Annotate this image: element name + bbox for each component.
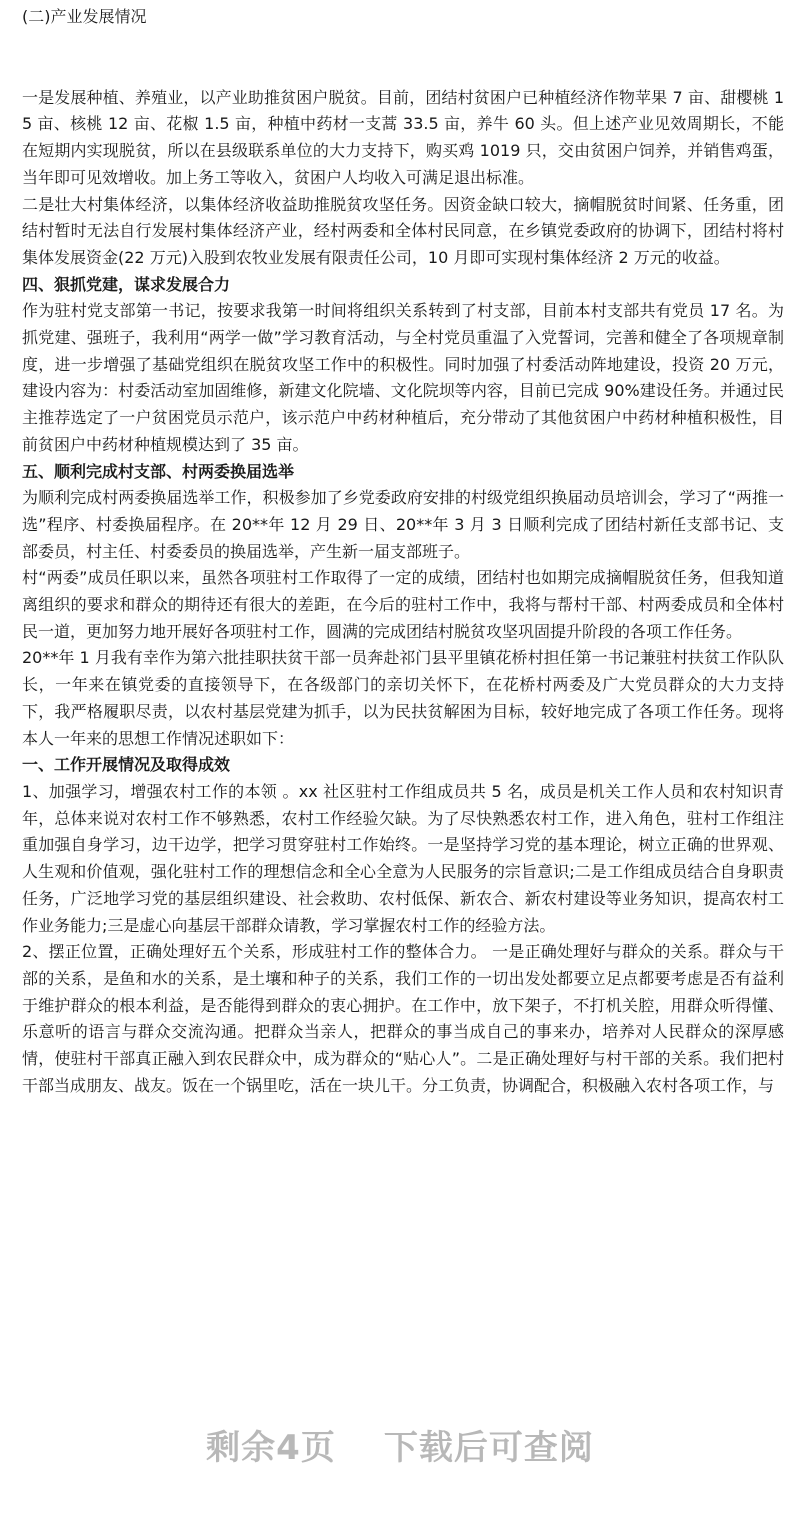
- paragraph: 村“两委”成员任职以来，虽然各项驻村工作取得了一定的成绩，团结村也如期完成摘帽脱贫任务，但我知道离组织的要求和群众的期待还有很大的差距，在今后的驻村工作中，我将与帮村干部、村两委成员和全体村民一道，更加努力地开展好各项驻村工作，圆满的完成团结村脱贫攻坚巩固提升阶段的各项工作任务。: [22, 568, 784, 641]
- download-to-read-label[interactable]: 下载后可查阅: [383, 1428, 594, 1468]
- paragraph: 1、加强学习，增强农村工作的本领 。xx 社区驻村工作组成员共 5 名，成员是机关工作人员和农村知识青年，总体来说对农村工作不够熟悉，农村工作经验欠缺。为了尽快熟悉农村工作，进入角色，驻村工作组注重加强自身学习，边干边学，把学习贯穿驻村工作始终。一是坚持学习党的基本理论，树立正确的世界观、人生观和价值观，强化驻村工作的理想信念和全心全意为人民服务的宗旨意识;二是工作组成员结合自身职责任务，广泛地学习党的基层组织建设、社会救助、农村低保、新农合、新农村建设等业务知识，提高农村工作业务能力;三是虚心向基层干部群众请教，学习掌握农村工作的经验方法。: [22, 781, 784, 935]
- paragraph: 20**年 1 月我有幸作为第六批挂职扶贫干部一员奔赴祁门县平里镇花桥村担任第一书记兼驻村扶贫工作队队长，一年来在镇党委的直接领导下，在各级部门的亲切关怀下，在花桥村两委及广大党员群众的大力支持下，我严格履职尽责，以农村基层党建为抓手，以为民扶贫解困为目标，较好地完成了各项工作任务。现将本人一年来的思想工作情况述职如下：: [22, 648, 784, 748]
- section-heading: 五、顺利完成村支部、村两委换届选举: [22, 461, 295, 481]
- paragraph: 2、摆正位置，正确处理好五个关系，形成驻村工作的整体合力。 一是正确处理好与群众的关系。群众与干部的关系，是鱼和水的关系，是土壤和种子的关系，我们工作的一切出发处都要立足点都要考虑是否有益利于维护群众的根本利益，是否能得到群众的衷心拥护。在工作中，放下架子，不打机关腔，用群众听得懂、乐意听的语言与群众交流沟通。把群众当亲人，把群众的事当成自己的事来办，培养对人民群众的深厚感情，使驻村干部真正融入到农民群众中，成为群众的“贴心人”。二是正确处理好与村干部的关系。我们把村干部当成朋友、战友。饭在一个锅里吃，活在一块儿干。分工负责，协调配合，积极融入农村各项工作，与: [22, 942, 784, 1095]
- download-prompt[interactable]: [0, 1420, 800, 1469]
- remaining-pages-label[interactable]: 剩余4页: [206, 1428, 336, 1468]
- paragraph: 作为驻村党支部第一书记，按要求我第一时间将组织关系转到了村支部，目前本村支部共有党员 17 名。为抓党建、强班子，我利用“两学一做”学习教育活动，与全村党员重温了入党誓词，完善和健全了各项规章制度，进一步增强了基础党组织在脱贫攻坚工作中的积极性。同时加强了村委活动阵地建设，投资 20 万元，建设内容为：村委活动室加固维修，新建文化院墙、文化院坝等内容，目前已完成 90%建设任务。并通过民主推荐选定了一户贫困党员示范户，该示范户中药材种植后，充分带动了其他贫困户中药材种植积极性，目前贫困户中药材种植规模达到了 35 亩。: [22, 301, 784, 454]
- paragraph: 一是发展种植、养殖业，以产业助推贫困户脱贫。目前，团结村贫困户已种植经济作物苹果 7 亩、甜樱桃 15 亩、核桃 12 亩、花椒 1.5 亩，种植中药材一支蒿 33.5 亩，养牛 60 头。但上述产业见效周期长，不能在短期内实现脱贫，所以在县级联系单位的大力支持下，购买鸡 1019 只，交由贫困户饲养，并销售鸡蛋，当年即可见效增收。加上务工等收入，贫困户人均收入可满足退出标准。: [22, 87, 784, 187]
- paragraph-list: [22, 85, 784, 1100]
- document-body: [22, 0, 784, 1099]
- blank-space: [22, 31, 784, 85]
- paragraph: 二是壮大村集体经济，以集体经济收益助推脱贫攻坚任务。因资金缺口较大，摘帽脱贫时间紧、任务重，团结村暂时无法自行发展村集体经济产业，经村两委和全体村民同意，在乡镇党委政府的协调下，团结村将村集体发展资金(22 万元)入股到农牧业发展有限责任公司，10 月即可实现村集体经济 2 万元的收益。: [22, 194, 784, 267]
- paragraph: 为顺利完成村两委换届选举工作，积极参加了乡党委政府安排的村级党组织换届动员培训会，学习了“两推一选”程序、村委换届程序。在 20**年 12 月 29 日、20**年 3 月 3 日顺利完成了团结村新任支部书记、支部委员，村主任、村委委员的换届选举，产生新一届支部班子。: [22, 488, 784, 561]
- section-label: (二)产业发展情况: [22, 7, 147, 26]
- section-heading: 四、狠抓党建，谋求发展合力: [22, 274, 231, 294]
- section-heading: 一、工作开展情况及取得成效: [22, 755, 231, 775]
